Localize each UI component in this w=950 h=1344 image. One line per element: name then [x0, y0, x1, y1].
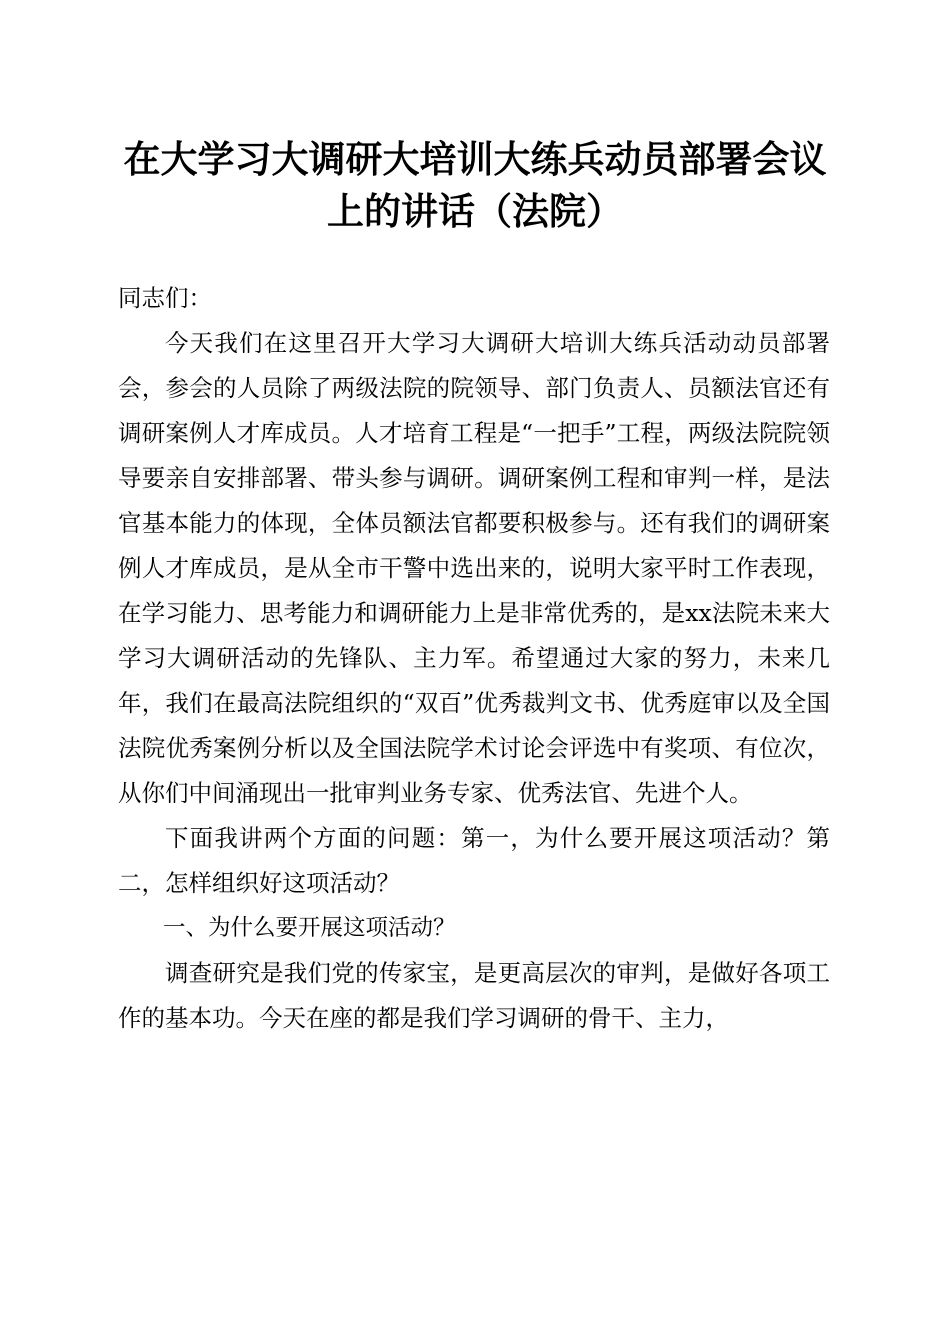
paragraph-section-1: 调查研究是我们党的传家宝，是更高层次的审判，是做好各项工作的基本功。今天在座的都是我们学习调研的骨干、主力，: [118, 959, 830, 1032]
section-heading-1: 一、为什么要开展这项活动？: [163, 915, 456, 941]
document-title: 在大学习大调研大培训大练兵动员部署会议上的讲话（法院）: [123, 137, 827, 233]
document-body: [118, 276, 830, 1041]
paragraph-opening: 今天我们在这里召开大学习大调研大培训大练兵活动动员部署会，参会的人员除了两级法院的院领导、部门负责人、员额法官还有调研案例人才库成员。人才培育工程是“一把手”工程，两级法院院领导要亲自安排部署、带头参与调研。调研案例工程和审判一样，是法官基本能力的体现，全体员额法官都要积极参与。还有我们的调研案例人才库成员，是从全市干警中选出来的，说明大家平时工作表现，在学习能力、思考能力和调研能力上是非常优秀的，是xx法院未来大学习大调研活动的先锋队、主力军。希望通过大家的努力，未来几年，我们在最高法院组织的“双百”优秀裁判文书、优秀庭审以及全国法院优秀案例分析以及全国法院学术讨论会评选中有奖项、有位次，从你们中间涌现出一批审判业务专家、优秀法官、先进个人。: [118, 329, 830, 807]
salutation: 同志们：: [118, 284, 212, 312]
paragraph-outline: 下面我讲两个方面的问题：第一，为什么要开展这项活动？第二，怎样组织好这项活动？: [118, 824, 830, 897]
